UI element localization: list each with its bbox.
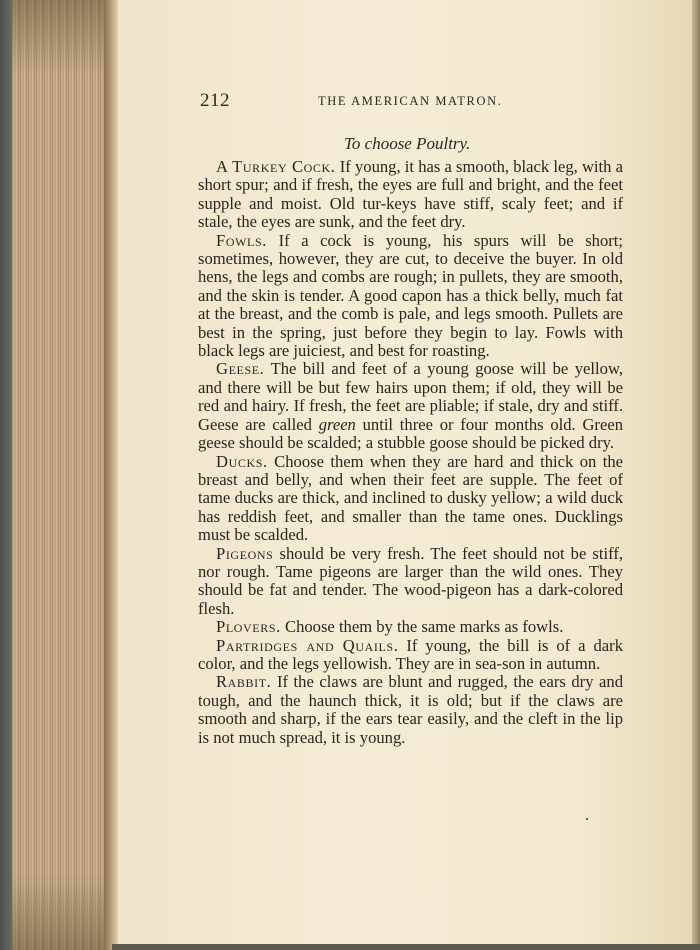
paragraph-head: Ducks.	[216, 451, 268, 471]
ink-speck	[586, 818, 588, 820]
paragraph-head: Geese.	[216, 359, 265, 379]
paragraph-geese	[198, 360, 623, 452]
paragraph-text: If a cock is young, his spurs will be short; sometimes, however, they are cut, to deceive the buyer. In old hens, the legs and combs are rough; in pullets, they are smooth, and the skin is tender. A good capon has a thick belly, much fat at the breast, and the comb is pale, and legs smooth. Pullets are best in the spring, just before they begin to lay. Fowls with black legs are juiciest, and best for roasting.	[198, 230, 623, 361]
paragraph-text: Choose them by the same marks as fowls.	[280, 617, 564, 637]
page-number: 212	[200, 90, 230, 111]
paragraph-text: If the claws are blunt and rugged, the ears dry and tough, and the haunch thick, it is old; but if the claws are smooth and sharp, if the ears tear easily, and the cleft in the lip is not much spread, it is young.	[198, 672, 623, 747]
paragraph-text: Choose them when they are hard and thick on the breast and belly, and when their feet are supple. The feet of tame ducks are thick, and inclined to dusky yellow; a wild duck has reddish feet, and smaller than the tame ones. Ducklings must be scalded.	[198, 451, 623, 545]
paragraph-head: Plovers.	[216, 617, 281, 637]
paragraph-turkey-cock	[198, 158, 623, 232]
paragraph-text: If young, it has a smooth, black leg, with a short spur; and if fresh, the eyes are full and bright, and the feet supple and moist. Old tur-keys have stiff, scaly feet; and if stale, the eyes are sunk, and the feet dry.	[198, 157, 623, 232]
paragraph-plovers	[198, 618, 623, 636]
paragraph-head: Rabbit.	[216, 672, 272, 692]
running-title: THE AMERICAN MATRON.	[318, 94, 503, 108]
paragraph-head: Pigeons	[216, 543, 274, 563]
book-page	[118, 0, 692, 944]
paragraph-italic-term: green	[318, 414, 356, 434]
paragraph-pigeons	[198, 545, 623, 619]
paragraph-partridges	[198, 637, 623, 674]
paragraph-text: should be very fresh. The feet should not be stiff, nor rough. Tame pigeons are larger than the wild ones. They should be fat and tender. The wood-pigeon has a dark-colored flesh.	[198, 543, 623, 618]
paragraph-text: If young, the bill is of a dark color, and the legs yellowish. They are in sea-son in autumn.	[198, 635, 623, 673]
running-head	[200, 90, 620, 112]
paragraph-head: Fowls.	[216, 230, 267, 250]
page-right-edge	[692, 0, 700, 950]
paragraph-text-after: until three or four months old. Green geese should be scalded; a stubble goose should be picked dry.	[198, 414, 623, 453]
paragraph-ducks	[198, 453, 623, 545]
page-bottom-edge	[112, 944, 700, 950]
paragraph-head: A Turkey Cock.	[216, 157, 336, 176]
fore-edge-shadow	[12, 0, 112, 950]
section-title: To choose Poultry.	[344, 134, 471, 153]
paragraph-rabbit	[198, 673, 623, 747]
backdrop	[0, 0, 12, 950]
paragraph-fowls	[198, 232, 623, 361]
paragraph-text: The bill and feet of a young goose will be yellow, and there will be but few hairs upon them; if old, they will be red and hairy. If fresh, the feet are pliable; if stale, dry and stiff. Geese are called	[198, 359, 623, 434]
paragraph-head: Partridges and Quails.	[216, 635, 399, 655]
body-text	[198, 158, 623, 747]
